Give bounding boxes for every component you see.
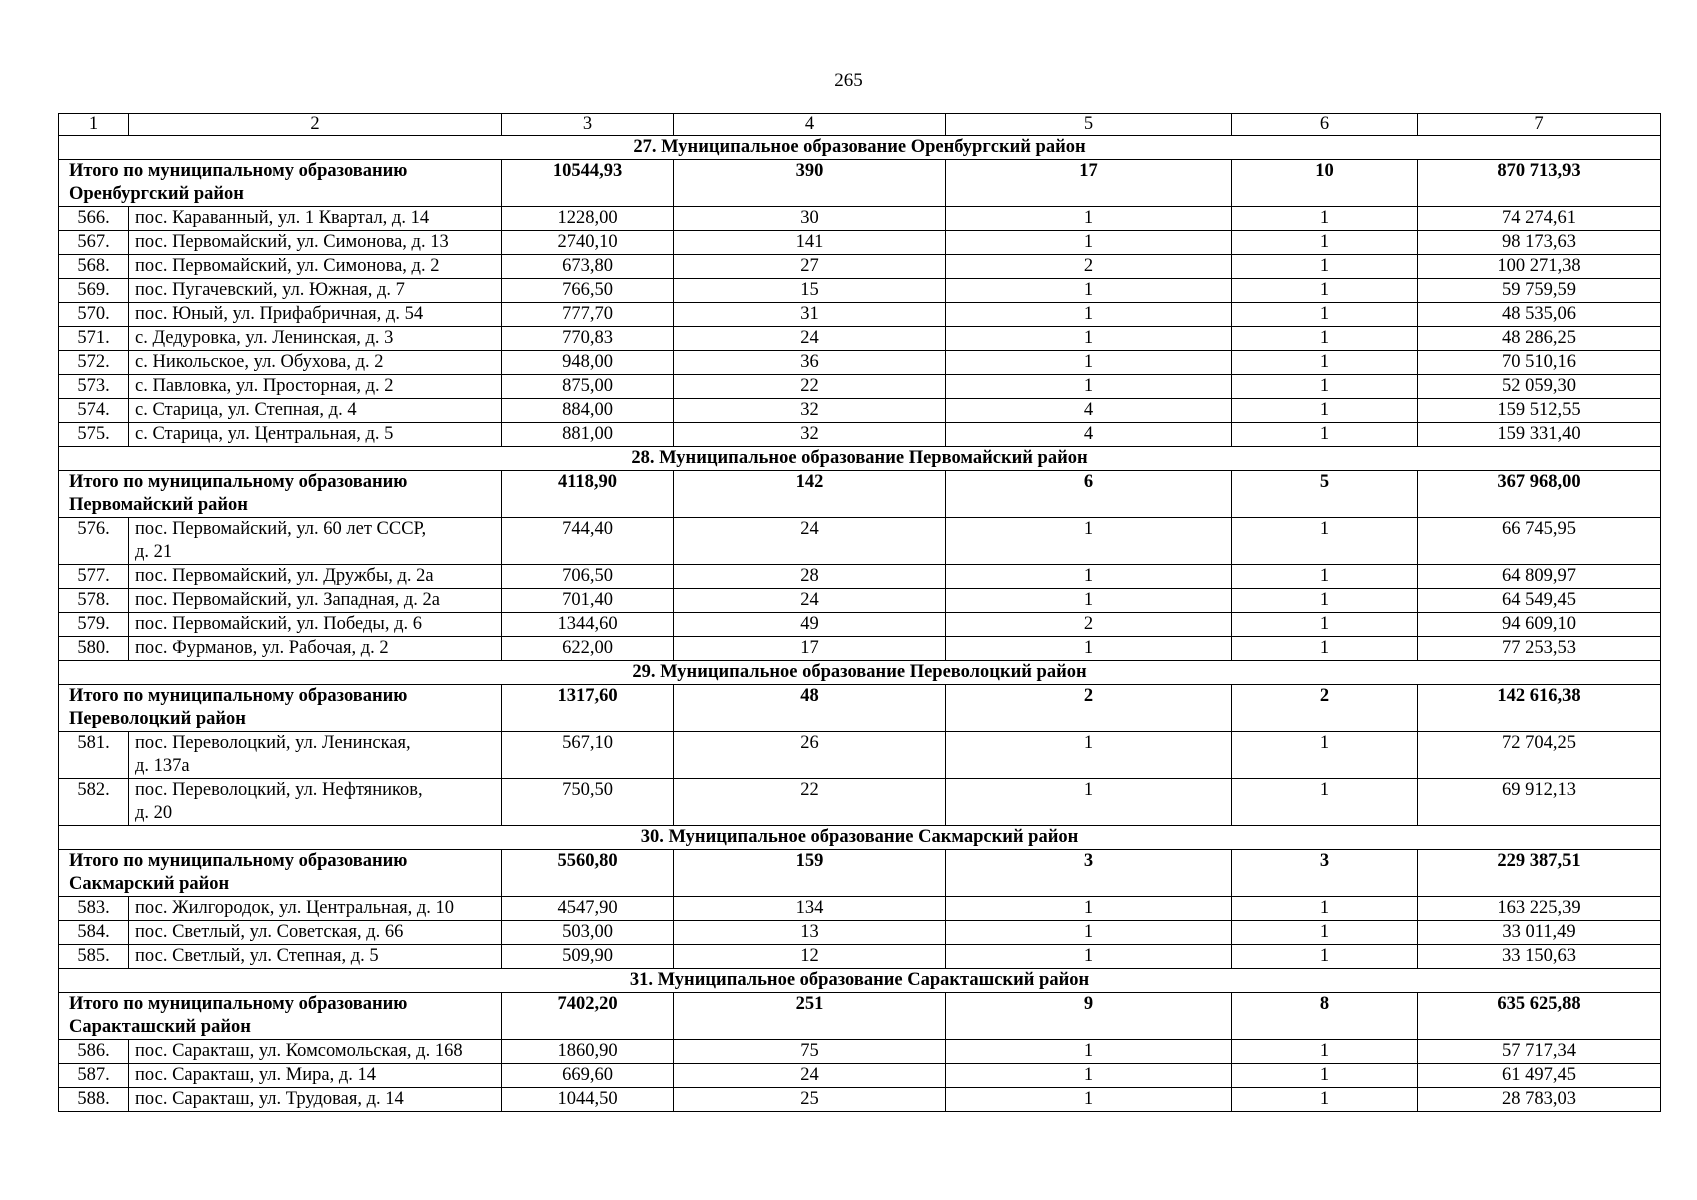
total-col6: 10 <box>1232 160 1418 207</box>
cost: 57 717,34 <box>1418 1040 1661 1064</box>
row-number: 581. <box>59 732 129 779</box>
cost: 94 609,10 <box>1418 613 1661 637</box>
section-header-row <box>59 447 1661 471</box>
column-number: 6 <box>1232 114 1418 136</box>
total-cost: 142 616,38 <box>1418 685 1661 732</box>
area: 948,00 <box>502 351 674 375</box>
total-area: 1317,60 <box>502 685 674 732</box>
cost: 72 704,25 <box>1418 732 1661 779</box>
table-row <box>59 945 1661 969</box>
col6-value: 1 <box>1232 255 1418 279</box>
residents: 22 <box>674 779 946 826</box>
residents: 24 <box>674 518 946 565</box>
row-number: 588. <box>59 1088 129 1112</box>
row-number: 571. <box>59 327 129 351</box>
residents: 25 <box>674 1088 946 1112</box>
register-table <box>58 113 1661 1112</box>
row-number: 578. <box>59 589 129 613</box>
residents: 134 <box>674 897 946 921</box>
row-number: 586. <box>59 1040 129 1064</box>
col6-value: 1 <box>1232 1064 1418 1088</box>
residents: 24 <box>674 1064 946 1088</box>
col6-value: 1 <box>1232 779 1418 826</box>
address: пос. Караванный, ул. 1 Квартал, д. 14 <box>129 207 502 231</box>
total-cost: 229 387,51 <box>1418 850 1661 897</box>
cost: 74 274,61 <box>1418 207 1661 231</box>
total-col5: 2 <box>946 685 1232 732</box>
row-number: 566. <box>59 207 129 231</box>
total-cost: 870 713,93 <box>1418 160 1661 207</box>
section-total-row <box>59 993 1661 1040</box>
table-row <box>59 255 1661 279</box>
table-row <box>59 279 1661 303</box>
area: 4547,90 <box>502 897 674 921</box>
total-residents: 159 <box>674 850 946 897</box>
row-number: 569. <box>59 279 129 303</box>
address: пос. Жилгородок, ул. Центральная, д. 10 <box>129 897 502 921</box>
total-label: Итого по муниципальному образованию Оренбургский район <box>59 160 502 207</box>
address: пос. Первомайский, ул. Победы, д. 6 <box>129 613 502 637</box>
total-area: 7402,20 <box>502 993 674 1040</box>
section-total-row <box>59 850 1661 897</box>
residents: 15 <box>674 279 946 303</box>
section-title: 31. Муниципальное образование Саракташский район <box>59 969 1661 993</box>
address: пос. Саракташ, ул. Комсомольская, д. 168 <box>129 1040 502 1064</box>
residents: 22 <box>674 375 946 399</box>
table-row <box>59 589 1661 613</box>
table-row <box>59 518 1661 565</box>
row-number: 580. <box>59 637 129 661</box>
cost: 69 912,13 <box>1418 779 1661 826</box>
cost: 64 809,97 <box>1418 565 1661 589</box>
residents: 13 <box>674 921 946 945</box>
table-row <box>59 351 1661 375</box>
residents: 30 <box>674 207 946 231</box>
area: 1860,90 <box>502 1040 674 1064</box>
row-number: 585. <box>59 945 129 969</box>
col5-value: 4 <box>946 423 1232 447</box>
table-row <box>59 399 1661 423</box>
row-number: 587. <box>59 1064 129 1088</box>
col6-value: 1 <box>1232 637 1418 661</box>
table-row <box>59 231 1661 255</box>
col5-value: 4 <box>946 399 1232 423</box>
section-total-row <box>59 685 1661 732</box>
address: пос. Светлый, ул. Степная, д. 5 <box>129 945 502 969</box>
column-number-row <box>59 114 1661 136</box>
total-cost: 367 968,00 <box>1418 471 1661 518</box>
address: с. Дедуровка, ул. Ленинская, д. 3 <box>129 327 502 351</box>
column-number: 2 <box>129 114 502 136</box>
row-number: 583. <box>59 897 129 921</box>
residents: 32 <box>674 399 946 423</box>
row-number: 567. <box>59 231 129 255</box>
section-total-row <box>59 160 1661 207</box>
column-number: 5 <box>946 114 1232 136</box>
col6-value: 1 <box>1232 231 1418 255</box>
address: пос. Светлый, ул. Советская, д. 66 <box>129 921 502 945</box>
area: 777,70 <box>502 303 674 327</box>
area: 2740,10 <box>502 231 674 255</box>
residents: 141 <box>674 231 946 255</box>
cost: 159 512,55 <box>1418 399 1661 423</box>
total-label: Итого по муниципальному образованию Сакмарский район <box>59 850 502 897</box>
address: пос. Первомайский, ул. Симонова, д. 13 <box>129 231 502 255</box>
table-row <box>59 207 1661 231</box>
total-col6: 3 <box>1232 850 1418 897</box>
cost: 48 286,25 <box>1418 327 1661 351</box>
section-title: 27. Муниципальное образование Оренбургский район <box>59 136 1661 160</box>
col6-value: 1 <box>1232 327 1418 351</box>
col5-value: 1 <box>946 279 1232 303</box>
table-row <box>59 779 1661 826</box>
total-col6: 5 <box>1232 471 1418 518</box>
area: 673,80 <box>502 255 674 279</box>
col5-value: 1 <box>946 303 1232 327</box>
col5-value: 1 <box>946 1040 1232 1064</box>
col5-value: 1 <box>946 945 1232 969</box>
area: 706,50 <box>502 565 674 589</box>
residents: 32 <box>674 423 946 447</box>
col5-value: 1 <box>946 732 1232 779</box>
col5-value: 1 <box>946 351 1232 375</box>
cost: 77 253,53 <box>1418 637 1661 661</box>
col6-value: 1 <box>1232 1088 1418 1112</box>
area: 750,50 <box>502 779 674 826</box>
col6-value: 1 <box>1232 423 1418 447</box>
col6-value: 1 <box>1232 375 1418 399</box>
table-row <box>59 303 1661 327</box>
cost: 70 510,16 <box>1418 351 1661 375</box>
total-label: Итого по муниципальному образованию Первомайский район <box>59 471 502 518</box>
col5-value: 1 <box>946 231 1232 255</box>
col6-value: 1 <box>1232 945 1418 969</box>
table-row <box>59 637 1661 661</box>
residents: 31 <box>674 303 946 327</box>
section-header-row <box>59 826 1661 850</box>
col5-value: 1 <box>946 207 1232 231</box>
total-residents: 251 <box>674 993 946 1040</box>
cost: 33 150,63 <box>1418 945 1661 969</box>
area: 509,90 <box>502 945 674 969</box>
area: 1344,60 <box>502 613 674 637</box>
address: пос. Переволоцкий, ул. Ленинская, д. 137а <box>129 732 502 779</box>
col6-value: 1 <box>1232 399 1418 423</box>
area: 875,00 <box>502 375 674 399</box>
section-title: 29. Муниципальное образование Переволоцкий район <box>59 661 1661 685</box>
row-number: 577. <box>59 565 129 589</box>
area: 1044,50 <box>502 1088 674 1112</box>
table-row <box>59 897 1661 921</box>
cost: 98 173,63 <box>1418 231 1661 255</box>
total-residents: 390 <box>674 160 946 207</box>
cost: 48 535,06 <box>1418 303 1661 327</box>
address: пос. Пугачевский, ул. Южная, д. 7 <box>129 279 502 303</box>
address: пос. Саракташ, ул. Мира, д. 14 <box>129 1064 502 1088</box>
total-label: Итого по муниципальному образованию Саракташский район <box>59 993 502 1040</box>
section-header-row <box>59 661 1661 685</box>
col5-value: 1 <box>946 921 1232 945</box>
address: пос. Первомайский, ул. 60 лет СССР, д. 21 <box>129 518 502 565</box>
col6-value: 1 <box>1232 565 1418 589</box>
total-area: 4118,90 <box>502 471 674 518</box>
cost: 159 331,40 <box>1418 423 1661 447</box>
area: 503,00 <box>502 921 674 945</box>
col6-value: 1 <box>1232 897 1418 921</box>
cost: 100 271,38 <box>1418 255 1661 279</box>
section-title: 30. Муниципальное образование Сакмарский район <box>59 826 1661 850</box>
col6-value: 1 <box>1232 921 1418 945</box>
cost: 33 011,49 <box>1418 921 1661 945</box>
residents: 12 <box>674 945 946 969</box>
table-row <box>59 327 1661 351</box>
row-number: 576. <box>59 518 129 565</box>
residents: 36 <box>674 351 946 375</box>
col6-value: 1 <box>1232 207 1418 231</box>
total-cost: 635 625,88 <box>1418 993 1661 1040</box>
col5-value: 1 <box>946 897 1232 921</box>
address: пос. Фурманов, ул. Рабочая, д. 2 <box>129 637 502 661</box>
row-number: 575. <box>59 423 129 447</box>
col5-value: 1 <box>946 637 1232 661</box>
residents: 28 <box>674 565 946 589</box>
total-col6: 8 <box>1232 993 1418 1040</box>
residents: 17 <box>674 637 946 661</box>
address: пос. Первомайский, ул. Дружбы, д. 2а <box>129 565 502 589</box>
table-row <box>59 1040 1661 1064</box>
address: с. Старица, ул. Степная, д. 4 <box>129 399 502 423</box>
total-residents: 142 <box>674 471 946 518</box>
area: 669,60 <box>502 1064 674 1088</box>
address: пос. Переволоцкий, ул. Нефтяников, д. 20 <box>129 779 502 826</box>
total-label: Итого по муниципальному образованию Переволоцкий район <box>59 685 502 732</box>
residents: 26 <box>674 732 946 779</box>
address: пос. Первомайский, ул. Симонова, д. 2 <box>129 255 502 279</box>
column-number: 4 <box>674 114 946 136</box>
page-number: 265 <box>834 70 863 91</box>
total-residents: 48 <box>674 685 946 732</box>
table-row <box>59 921 1661 945</box>
address: пос. Саракташ, ул. Трудовая, д. 14 <box>129 1088 502 1112</box>
col6-value: 1 <box>1232 518 1418 565</box>
section-title: 28. Муниципальное образование Первомайский район <box>59 447 1661 471</box>
cost: 59 759,59 <box>1418 279 1661 303</box>
total-area: 10544,93 <box>502 160 674 207</box>
table-row <box>59 565 1661 589</box>
row-number: 570. <box>59 303 129 327</box>
total-col5: 17 <box>946 160 1232 207</box>
cost: 66 745,95 <box>1418 518 1661 565</box>
table-row <box>59 613 1661 637</box>
column-number: 7 <box>1418 114 1661 136</box>
total-col6: 2 <box>1232 685 1418 732</box>
address: с. Никольское, ул. Обухова, д. 2 <box>129 351 502 375</box>
address: с. Павловка, ул. Просторная, д. 2 <box>129 375 502 399</box>
section-header-row <box>59 136 1661 160</box>
cost: 64 549,45 <box>1418 589 1661 613</box>
col5-value: 1 <box>946 779 1232 826</box>
row-number: 574. <box>59 399 129 423</box>
area: 567,10 <box>502 732 674 779</box>
total-col5: 9 <box>946 993 1232 1040</box>
total-col5: 3 <box>946 850 1232 897</box>
residents: 49 <box>674 613 946 637</box>
column-number: 1 <box>59 114 129 136</box>
residents: 27 <box>674 255 946 279</box>
table-row <box>59 423 1661 447</box>
cost: 52 059,30 <box>1418 375 1661 399</box>
residents: 24 <box>674 589 946 613</box>
cost: 163 225,39 <box>1418 897 1661 921</box>
area: 744,40 <box>502 518 674 565</box>
cost: 61 497,45 <box>1418 1064 1661 1088</box>
row-number: 582. <box>59 779 129 826</box>
area: 622,00 <box>502 637 674 661</box>
address: пос. Юный, ул. Прифабричная, д. 54 <box>129 303 502 327</box>
col5-value: 2 <box>946 255 1232 279</box>
cost: 28 783,03 <box>1418 1088 1661 1112</box>
row-number: 572. <box>59 351 129 375</box>
table-row <box>59 375 1661 399</box>
row-number: 568. <box>59 255 129 279</box>
section-header-row <box>59 969 1661 993</box>
col6-value: 1 <box>1232 351 1418 375</box>
col5-value: 1 <box>946 518 1232 565</box>
row-number: 573. <box>59 375 129 399</box>
table-row <box>59 732 1661 779</box>
area: 701,40 <box>502 589 674 613</box>
area: 770,83 <box>502 327 674 351</box>
col6-value: 1 <box>1232 1040 1418 1064</box>
total-col5: 6 <box>946 471 1232 518</box>
col5-value: 1 <box>946 1088 1232 1112</box>
col5-value: 1 <box>946 589 1232 613</box>
col6-value: 1 <box>1232 279 1418 303</box>
total-area: 5560,80 <box>502 850 674 897</box>
area: 1228,00 <box>502 207 674 231</box>
col6-value: 1 <box>1232 589 1418 613</box>
residents: 24 <box>674 327 946 351</box>
col5-value: 1 <box>946 1064 1232 1088</box>
register-table-body <box>59 114 1661 1112</box>
table-row <box>59 1088 1661 1112</box>
col6-value: 1 <box>1232 303 1418 327</box>
col6-value: 1 <box>1232 732 1418 779</box>
col5-value: 2 <box>946 613 1232 637</box>
column-number: 3 <box>502 114 674 136</box>
col5-value: 1 <box>946 375 1232 399</box>
area: 884,00 <box>502 399 674 423</box>
col5-value: 1 <box>946 565 1232 589</box>
row-number: 579. <box>59 613 129 637</box>
row-number: 584. <box>59 921 129 945</box>
address: пос. Первомайский, ул. Западная, д. 2а <box>129 589 502 613</box>
area: 881,00 <box>502 423 674 447</box>
address: с. Старица, ул. Центральная, д. 5 <box>129 423 502 447</box>
col5-value: 1 <box>946 327 1232 351</box>
table-row <box>59 1064 1661 1088</box>
residents: 75 <box>674 1040 946 1064</box>
area: 766,50 <box>502 279 674 303</box>
section-total-row <box>59 471 1661 518</box>
col6-value: 1 <box>1232 613 1418 637</box>
